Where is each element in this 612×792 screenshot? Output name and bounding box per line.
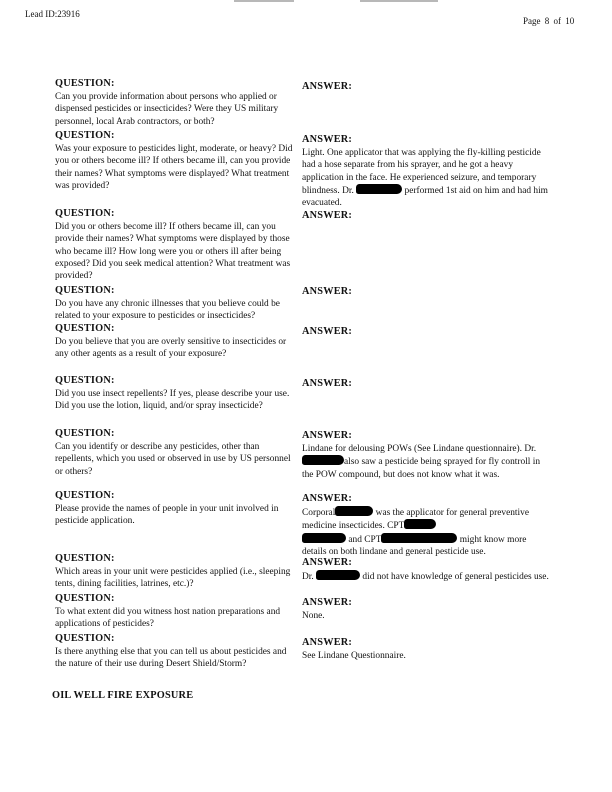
answer-block	[302, 133, 552, 209]
answer-block	[302, 285, 552, 299]
question-block	[55, 284, 295, 323]
scan-artifact-line	[234, 0, 294, 2]
question-label: QUESTION:	[55, 428, 115, 439]
answer-block	[302, 556, 552, 583]
answer-text-part: was the applicator for general preventive medicine insecticides. CPT	[302, 508, 529, 532]
answer-label: ANSWER:	[302, 378, 353, 389]
question-label: QUESTION:	[55, 375, 115, 386]
answer-label: ANSWER:	[302, 286, 353, 297]
answer-text	[302, 570, 552, 583]
answer-label: ANSWER:	[302, 326, 353, 337]
redaction-bar	[302, 533, 346, 543]
answer-block	[302, 80, 552, 94]
question-block	[55, 322, 295, 361]
redaction-bar	[335, 506, 373, 516]
question-text: Was your exposure to pesticides light, moderate, or heavy? Did you or others become ill? If others became ill, can you provide their names? What symptoms were displayed? What treatment was provided?	[55, 144, 293, 191]
question-text: Can you identify or describe any pesticides, other than repellents, which you used or observed in use by US personnel or others?	[55, 442, 291, 477]
question-text: Do you have any chronic illnesses that you believe could be related to your exposure to pesticides or insecticides?	[55, 299, 280, 322]
answer-text-part: Corporal	[302, 508, 336, 518]
question-label: QUESTION:	[55, 130, 115, 141]
answer-text-part: and CPT	[346, 534, 382, 545]
answer-block	[302, 325, 552, 339]
question-label: QUESTION:	[55, 323, 115, 334]
answer-label: ANSWER:	[302, 493, 353, 504]
question-label: QUESTION:	[55, 553, 115, 564]
answer-text-part: Light. One applicator that was applying the fly-killing pesticide had a hose separate from his sprayer, and he got a heavy application in the face. He experienced seizure, and temporary blindness. Dr.	[302, 148, 541, 196]
answer-label: ANSWER:	[302, 557, 353, 568]
question-text: Did you or others become ill? If others became ill, can you provide their names? What symptoms were displayed by those who became ill? How long were you or others ill after being exposed? Did you seek medical attention? What treatment was provided?	[55, 222, 291, 282]
question-block	[55, 77, 295, 128]
answer-block	[302, 377, 552, 391]
question-block	[55, 489, 295, 528]
answer-block	[302, 429, 552, 481]
answer-text	[302, 443, 552, 481]
question-text: To what extent did you witness host nation preparations and applications of pesticides?	[55, 607, 281, 630]
question-label: QUESTION:	[55, 78, 115, 89]
page-number: Page 8 of 10	[523, 16, 575, 26]
question-block	[55, 427, 295, 478]
redaction-bar	[316, 570, 360, 580]
question-text: Which areas in your unit were pesticides applied (i.e., sleeping tents, dining facilities, latrines, etc.)?	[55, 567, 291, 590]
redaction-bar	[302, 455, 344, 465]
answer-label: ANSWER:	[302, 430, 353, 441]
answer-text-part: Lindane for delousing POWs (See Lindane questionnaire). Dr.	[302, 444, 537, 454]
answer-label: ANSWER:	[302, 210, 353, 221]
redaction-bar	[356, 184, 402, 194]
question-text: Did you use insect repellents? If yes, please describe your use. Did you use the lotion, liquid, and/or spray insecticide?	[55, 389, 290, 412]
question-block	[55, 207, 295, 282]
question-text: Do you believe that you are overly sensitive to insecticides or any other agents as a result of your exposure?	[55, 337, 287, 360]
question-text: Can you provide information about persons who applied or dispensed pesticides or insecticides? Were they US military personnel, local Arab contractors, or both?	[55, 92, 279, 127]
question-text: Please provide the names of people in your unit involved in pesticide application.	[55, 504, 279, 527]
answer-block	[302, 492, 552, 558]
answer-text-part: Dr.	[302, 572, 317, 582]
question-block	[55, 592, 295, 631]
redaction-bar	[381, 533, 457, 543]
answer-block	[302, 636, 552, 662]
question-block	[55, 552, 295, 591]
question-label: QUESTION:	[55, 208, 115, 219]
answer-label: ANSWER:	[302, 597, 353, 608]
question-label: QUESTION:	[55, 490, 115, 501]
answer-block	[302, 596, 552, 622]
question-label: QUESTION:	[55, 593, 115, 604]
answer-text: See Lindane Questionnaire.	[302, 651, 406, 661]
answer-label: ANSWER:	[302, 81, 353, 92]
section-heading: OIL WELL FIRE EXPOSURE	[52, 690, 194, 701]
answer-text: None.	[302, 611, 325, 621]
answer-text	[302, 506, 552, 558]
question-block	[55, 374, 295, 413]
redaction-bar	[404, 519, 436, 529]
answer-block	[302, 209, 552, 223]
question-label: QUESTION:	[55, 633, 115, 644]
answer-label: ANSWER:	[302, 637, 353, 648]
answer-text-part: did not have knowledge of general pesticides use.	[360, 572, 549, 582]
lead-id: Lead ID:23916	[25, 9, 80, 19]
question-label: QUESTION:	[55, 285, 115, 296]
answer-text-part: also saw a pesticide being sprayed for fly controll in the POW compound, but does not know what it was.	[302, 457, 541, 480]
question-block	[55, 129, 295, 192]
answer-label: ANSWER:	[302, 134, 353, 145]
answer-text-part: might know more details on both lindane and general pesticide use.	[302, 534, 527, 557]
answer-text-part: performed 1st aid on him and had him evacuated.	[302, 185, 548, 209]
question-text: Is there anything else that you can tell us about pesticides and the nature of their use during Desert Shield/Storm?	[55, 647, 287, 670]
question-block	[55, 632, 295, 671]
answer-text	[302, 147, 552, 209]
scan-artifact-line	[360, 0, 438, 2]
